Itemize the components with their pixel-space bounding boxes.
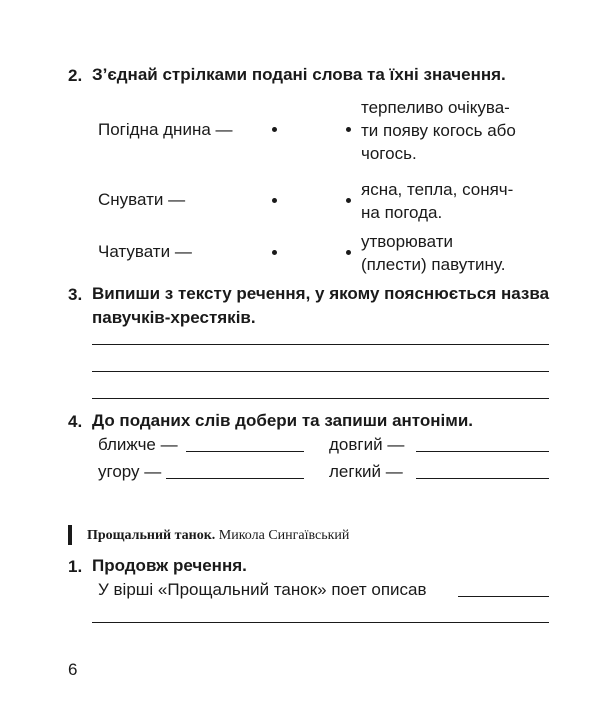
task-5-number: 1. xyxy=(68,557,83,576)
definition-3: утворювати (плести) павутину. xyxy=(361,232,506,274)
page-number: 6 xyxy=(68,660,78,679)
section-author: Микола Сингаївський xyxy=(218,528,350,543)
definition-2: ясна, тепла, соняч- на погода. xyxy=(361,180,514,222)
word-3-dot[interactable] xyxy=(272,250,277,255)
word-3: Чатувати — xyxy=(98,242,192,261)
antonym-word-3: угору — xyxy=(98,462,162,481)
definition-1-dot[interactable] xyxy=(346,127,351,132)
antonym-line-1[interactable] xyxy=(186,451,304,452)
task-3-number: 3. xyxy=(68,285,83,304)
antonym-line-3[interactable] xyxy=(166,478,304,479)
antonym-word-2: довгий — xyxy=(329,435,405,454)
task-2-instruction: З’єднай стрілками подані слова та їхні значення. xyxy=(92,65,506,84)
task-3-instruction: Випиши з тексту речення, у якому пояснюється назва павучків-хрестяків. xyxy=(92,284,550,327)
answer-line-3[interactable] xyxy=(92,398,549,399)
task-4-instruction: До поданих слів добери та запиши антоніми. xyxy=(92,411,474,430)
definition-3-dot[interactable] xyxy=(346,250,351,255)
antonym-word-1: ближче — xyxy=(98,435,178,454)
continue-line-1[interactable] xyxy=(458,596,549,597)
definition-2-dot[interactable] xyxy=(346,198,351,203)
word-1: Погідна днина — xyxy=(98,120,233,139)
section-heading xyxy=(87,528,349,544)
antonym-line-4[interactable] xyxy=(416,478,549,479)
section-title: Прощальний танок. xyxy=(87,528,216,543)
word-2-dot[interactable] xyxy=(272,198,277,203)
antonym-word-4: легкий — xyxy=(329,462,403,481)
task-4-number: 4. xyxy=(68,412,83,431)
section-bar xyxy=(68,525,72,545)
word-2: Снувати — xyxy=(98,190,186,209)
answer-line-2[interactable] xyxy=(92,371,549,372)
task-5-sentence: У вірші «Прощальний танок» поет описав xyxy=(98,580,427,599)
task-2-number: 2. xyxy=(68,66,83,85)
task-5-instruction: Продовж речення. xyxy=(92,556,247,575)
antonym-line-2[interactable] xyxy=(416,451,549,452)
word-1-dot[interactable] xyxy=(272,127,277,132)
definition-1: терпеливо очікува- ти появу когось або чогось. xyxy=(361,98,516,163)
answer-line-1[interactable] xyxy=(92,344,549,345)
continue-line-2[interactable] xyxy=(92,622,549,623)
